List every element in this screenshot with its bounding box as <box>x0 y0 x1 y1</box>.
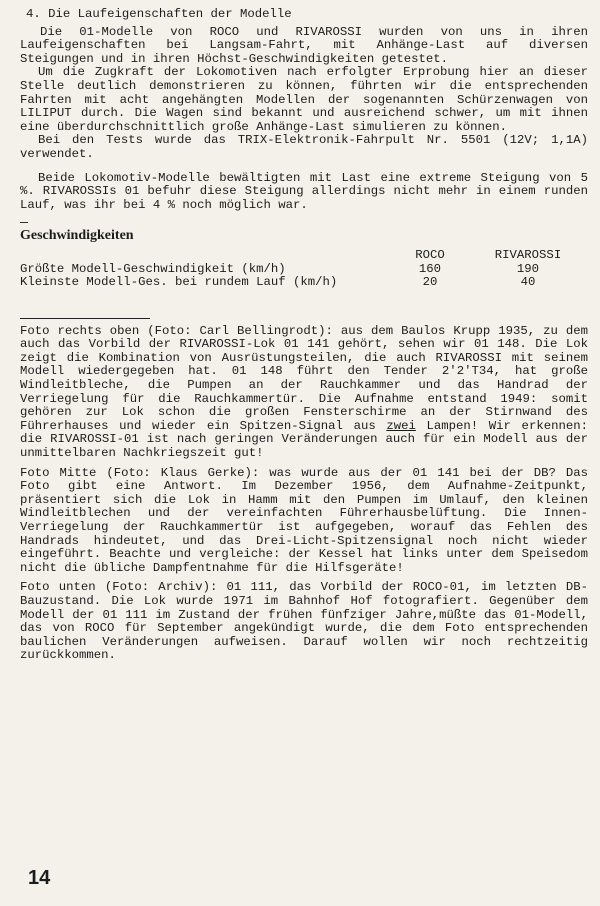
paragraph-4: Beide Lokomotiv-Modelle bewältigten mit Last eine extreme Steigung von 5 %. RIVAROSSIs 01 befuhr diese Steigung allerdings nicht mehr in einem runden Lauf, was ihr bei 4 % noch möglich war. <box>20 170 588 212</box>
speed-col-roco: ROCO <box>415 247 445 262</box>
speed-row-rivarossi: 190 <box>516 261 540 276</box>
speed-table-row <box>20 276 586 290</box>
caption-middle-photo: Foto Mitte (Foto: Klaus Gerke): was wurde aus der 01 141 bei der DB? Das Foto gibt eine Antwort. Im Dezember 1956, dem Aufnahme-Zeitpunkt, präsentiert sich die Lok in Hamm mit den Pumpen im Umlauf, den kleinen Windleitblechen und der vereinfachten Führerhausbelüftung. Die Innen-Verriegelung der Rauchkammertür ist aufgegeben, worauf das Fehlen des Handrads hindeutet, und das Drei-Licht-Spitzensignal noch nicht wieder eingeführt. Beachte und vergleiche: der Kessel hat links unter dem Speisedom nicht die übliche Dampfentnahme für die Hilfsgeräte! <box>20 465 588 575</box>
page-content <box>20 8 588 669</box>
speed-row-roco: 20 <box>422 275 438 290</box>
speed-table-corner <box>20 249 390 263</box>
section-heading: 4. Die Laufeigenschaften der Modelle <box>26 7 292 21</box>
speed-row-roco: 160 <box>418 261 442 276</box>
caption-top-underlined: zwei <box>386 418 416 433</box>
caption-bottom-photo: Foto unten (Foto: Archiv): 01 111, das Vorbild der ROCO-01, im letzten DB-Bauzustand. Die Lok wurde 1971 im Bahnhof Hof fotografiert. Gegenüber dem Modell der 01 111 im Zustand der frühen fünfziger Jahre,müßte das 01-Modell, das von ROCO für September angekündigt wurde, die dem Foto entsprechenden baulichen Veränderungen aufweisen. Darauf wollen wir noch rechtzeitig zurückkommen. <box>20 580 588 663</box>
caption-top-photo <box>20 325 588 461</box>
footnote-rule <box>20 318 150 319</box>
speed-table-title: Geschwindigkeiten <box>20 228 134 244</box>
caption-top-text-b: Lampen! Wir erkennen: die RIVAROSSI-01 ist nach geringen Veränderungen auch für ein Modell aus der unmittelbaren Nachkriegszeit gut! <box>20 418 588 461</box>
speed-row-rivarossi: 40 <box>520 275 536 290</box>
paragraph-3: Bei den Tests wurde das TRIX-Elektronik-Fahrpult Nr. 5501 (12V; 1,1A) verwendet. <box>20 133 588 161</box>
paragraph-2: Um die Zugkraft der Lokomotiven nach erfolgter Erprobung hier an dieser Stelle deutlich demonstrieren zu können, führten wir die entsprechenden Fahrten mit acht angehängten Modellen der sogenannten Schürzenwagen von LILIPUT durch. Die Wagen sind bekannt und ausreichend schwer, um mit ihnen eine überdurchschnittlich große Anhänge-Last simulieren zu können. <box>20 65 588 134</box>
speed-table-header <box>20 249 586 263</box>
page-number: 14 <box>28 867 51 889</box>
speed-col-rivarossi: RIVAROSSI <box>494 247 562 262</box>
paragraph-1: Die 01-Modelle von ROCO und RIVAROSSI wurden von uns in ihren Laufeigenschaften bei Langsam-Fahrt, mit Anhänge-Last auf diversen Steigungen und in ihren Höchst-Geschwindigkeiten getestet. <box>20 24 588 66</box>
speed-table <box>20 249 586 290</box>
speed-table-row <box>20 263 586 277</box>
separator-dash <box>20 222 28 223</box>
speed-row-label: Größte Modell-Geschwindigkeit (km/h) <box>20 261 286 276</box>
speed-row-label: Kleinste Modell-Ges. bei rundem Lauf (km/h) <box>20 275 338 290</box>
caption-top-text-a: Foto rechts oben (Foto: Carl Bellingrodt): aus dem Baulos Krupp 1935, zu dem auch das Vorbild der RIVAROSSI-Lok 01 141 gehört, sehen wir 01 148. Die Lok zeigt die Kombination von Ausrüstungsteilen, die auch RIVAROSSI mit seinem Modell wiedergegeben hat. 01 148 führt den Tender 2'2'T34, hat große Windleitbleche, die Pumpen an der Rauchkammer und das Handrad der Verriegelung für die Rauchkammertür. Die Aufnahme entstand 1949: somit gehören zur Lok schon die großen Fensterschirme an der Stirnwand des Führerhauses und wieder ein Spitzen-Signal aus <box>20 323 588 433</box>
